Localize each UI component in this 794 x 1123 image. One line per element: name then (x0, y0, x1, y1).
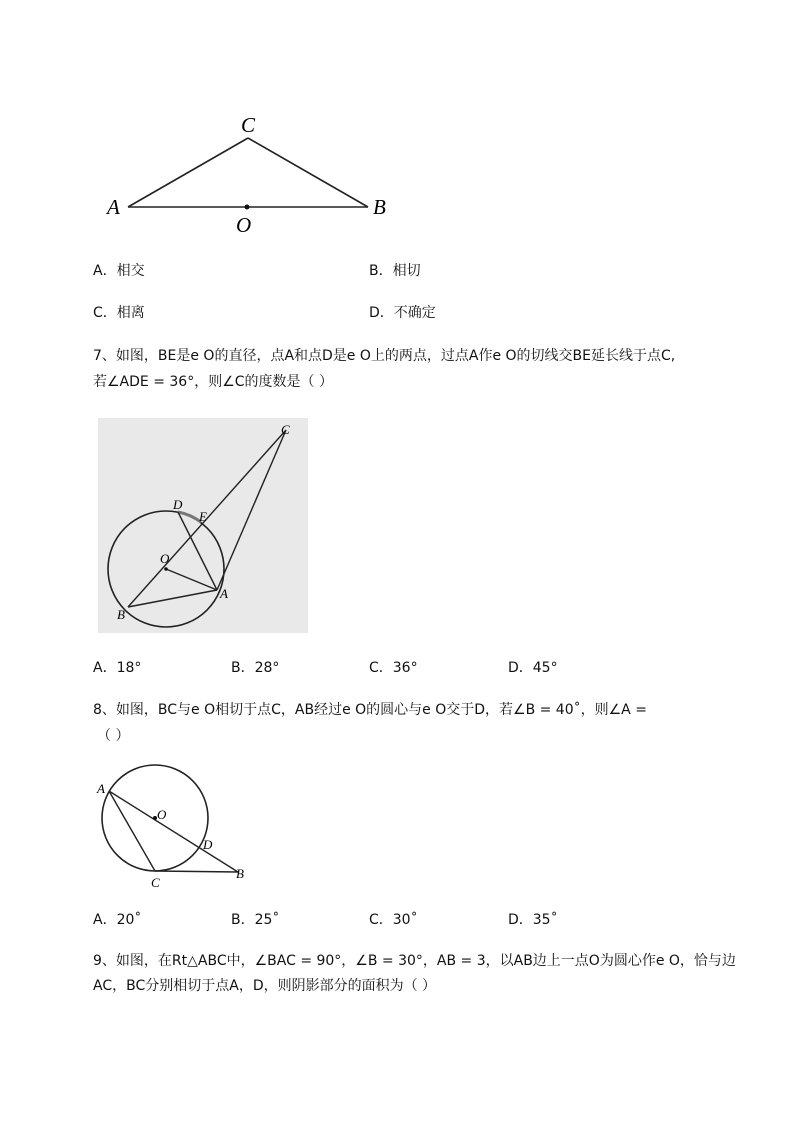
q8-option-a: A．20˚ (93, 912, 142, 928)
line-ac (109, 791, 155, 871)
segment-cb (248, 138, 368, 207)
label-e: E (199, 509, 207, 524)
label-a: A (97, 781, 105, 796)
q6-option-d: D．不确定 (369, 305, 436, 321)
label-a: A (220, 586, 228, 601)
point-o (245, 205, 250, 210)
q8-option-d: D．35˚ (508, 912, 558, 928)
figure-q7-circle-tangent (98, 418, 308, 633)
label-c: C (151, 875, 160, 890)
label-d: D (173, 497, 183, 512)
line-cb (155, 871, 238, 872)
q9-stem-line2: AC，BC分别相切于点A，D，则阴影部分的面积为（ ） (93, 978, 437, 994)
figure-q8-circle-tangent (94, 758, 254, 894)
q6-option-b: B．相切 (369, 263, 421, 279)
label-b: B (236, 866, 244, 881)
figure-q7-background (98, 418, 308, 633)
figure-triangle-aob (100, 108, 400, 238)
q8-option-b: B．25˚ (231, 912, 280, 928)
segment-ac (128, 138, 248, 207)
point-o (164, 567, 168, 571)
q8-option-c: C．30˚ (369, 912, 418, 928)
q8-stem-line2: （ ） (97, 728, 130, 744)
label-b: B (117, 607, 125, 622)
line-ab (109, 791, 238, 872)
label-o: O (236, 213, 252, 237)
q7-stem-line2: 若∠ADE = 36°，则∠C的度数是（ ） (93, 374, 333, 390)
q7-option-b: B．28° (231, 660, 280, 676)
q7-stem-line1: 7、如图，BE是e O的直径，点A和点D是e O上的两点，过点A作e O的切线交BE延长线于点C, (93, 348, 676, 364)
label-o: O (157, 807, 167, 822)
q7-option-c: C．36° (369, 660, 418, 676)
label-b: B (373, 195, 386, 219)
q9-stem-line1: 9、如图，在Rt△ABC中，∠BAC = 90°，∠B = 30°，AB = 3，以AB边上一点O为圆心作e O，恰与边 (93, 953, 736, 969)
label-c: C (241, 113, 256, 137)
q6-option-c: C．相离 (93, 305, 145, 321)
q7-option-d: D．45° (508, 660, 558, 676)
label-a: A (107, 195, 120, 219)
q8-stem-line1: 8、如图，BC与e O相切于点C，AB经过e O的圆心与e O交于D，若∠B = 40˚，则∠A = (93, 702, 647, 718)
label-d: D (203, 837, 213, 852)
q6-option-a: A．相交 (93, 263, 145, 279)
label-o: O (160, 551, 170, 566)
label-c: C (281, 422, 290, 437)
q7-option-a: A．18° (93, 660, 142, 676)
